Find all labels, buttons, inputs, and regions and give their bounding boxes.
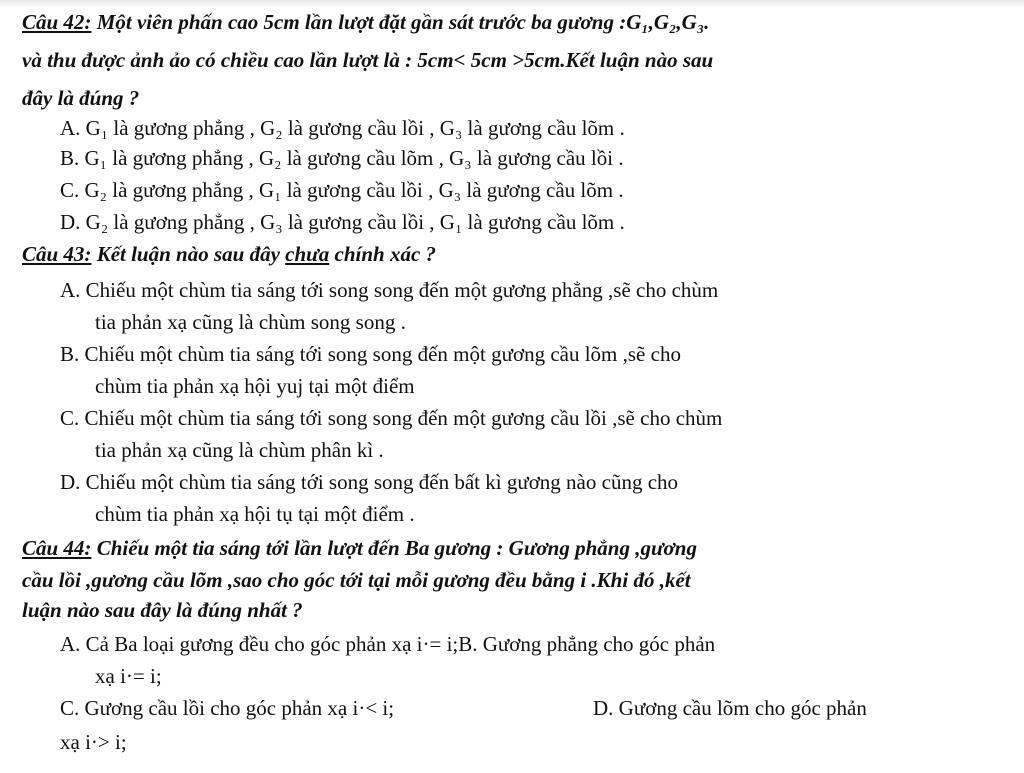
q44-option-ab-line-2: xạ i·= i; [95, 664, 162, 688]
q43-option-d-line-2: chùm tia phản xạ hội tụ tại một điểm . [95, 502, 415, 526]
q44-stem-line-3: luận nào sau đây là đúng nhất ? [22, 598, 303, 622]
q44-option-d-line-1: D. Gương cầu lõm cho góc phản [593, 696, 867, 720]
q43-stem [22, 240, 436, 268]
q42-stem-text-1: Một viên phấn cao 5cm lần lượt đặt gần sát trước ba gương :G₁,G₂,G₃. [91, 10, 710, 34]
q44-option-ab-line-1: A. Cả Ba loại gương đều cho góc phản xạ i·= i;B. Gương phẳng cho góc phản [60, 632, 716, 656]
q44-stem-text-1: Chiếu một tia sáng tới lần lượt đến Ba gương : Gương phẳng ,gương [91, 536, 697, 560]
q43-option-d-line-1: D. Chiếu một chùm tia sáng tới song song đến bất kì gương nào cũng cho [60, 470, 679, 494]
q43-label: Câu 43: [22, 242, 92, 266]
q44-option-d-line-2: xạ i·> i; [60, 730, 127, 754]
top-shadow [0, 0, 1024, 8]
q43-option-b-line-1: B. Chiếu một chùm tia sáng tới song song đến một gương cầu lõm ,sẽ cho [60, 342, 681, 366]
q43-option-b-line-2: chùm tia phản xạ hội yuj tại một điểm [95, 374, 415, 398]
q43-option-a-line-1: A. Chiếu một chùm tia sáng tới song song đến một gương phẳng ,sẽ cho chùm [60, 278, 719, 302]
q43-option-a-line-2: tia phản xạ cũng là chùm song song . [95, 310, 406, 334]
q44-label: Câu 44: [22, 536, 92, 560]
q42-option-b: B. G₁ là gương phẳng , G₂ là gương cầu lõm , G₃ là gương cầu lồi . [60, 146, 624, 170]
q44-stem-line-2: cầu lồi ,gương cầu lõm ,sao cho góc tới tại mỗi gương đều bằng i .Khi đó ,kết [22, 568, 691, 592]
q42-stem-line-2: và thu được ảnh ảo có chiều cao lần lượt là : 5cm< 5cm >5cm.Kết luận nào sau [22, 48, 714, 72]
q43-option-c-line-2: tia phản xạ cũng là chùm phân kì . [95, 438, 384, 462]
q42-stem-line-3: đây là đúng ? [22, 86, 140, 110]
q42-option-d: D. G₂ là gương phẳng , G₃ là gương cầu lồi , G₁ là gương cầu lõm . [60, 210, 625, 234]
q42-label: Câu 42: [22, 10, 92, 34]
q42-stem-line-1 [22, 8, 709, 36]
q42-option-a: A. G₁ là gương phẳng , G₂ là gương cầu lồi , G₃ là gương cầu lõm . [60, 116, 625, 140]
q42-option-c: C. G₂ là gương phẳng , G₁ là gương cầu lồi , G₃ là gương cầu lõm . [60, 178, 624, 202]
q43-stem-underlined: chưa [285, 242, 330, 266]
q43-option-c-line-1: C. Chiếu một chùm tia sáng tới song song đến một gương cầu lồi ,sẽ cho chùm [60, 406, 723, 430]
q43-stem-post: chính xác ? [329, 242, 437, 266]
q43-stem-pre: Kết luận nào sau đây [91, 242, 286, 266]
q44-option-c: C. Gương cầu lồi cho góc phản xạ i·< i; [60, 696, 395, 720]
q44-stem-line-1 [22, 534, 697, 562]
